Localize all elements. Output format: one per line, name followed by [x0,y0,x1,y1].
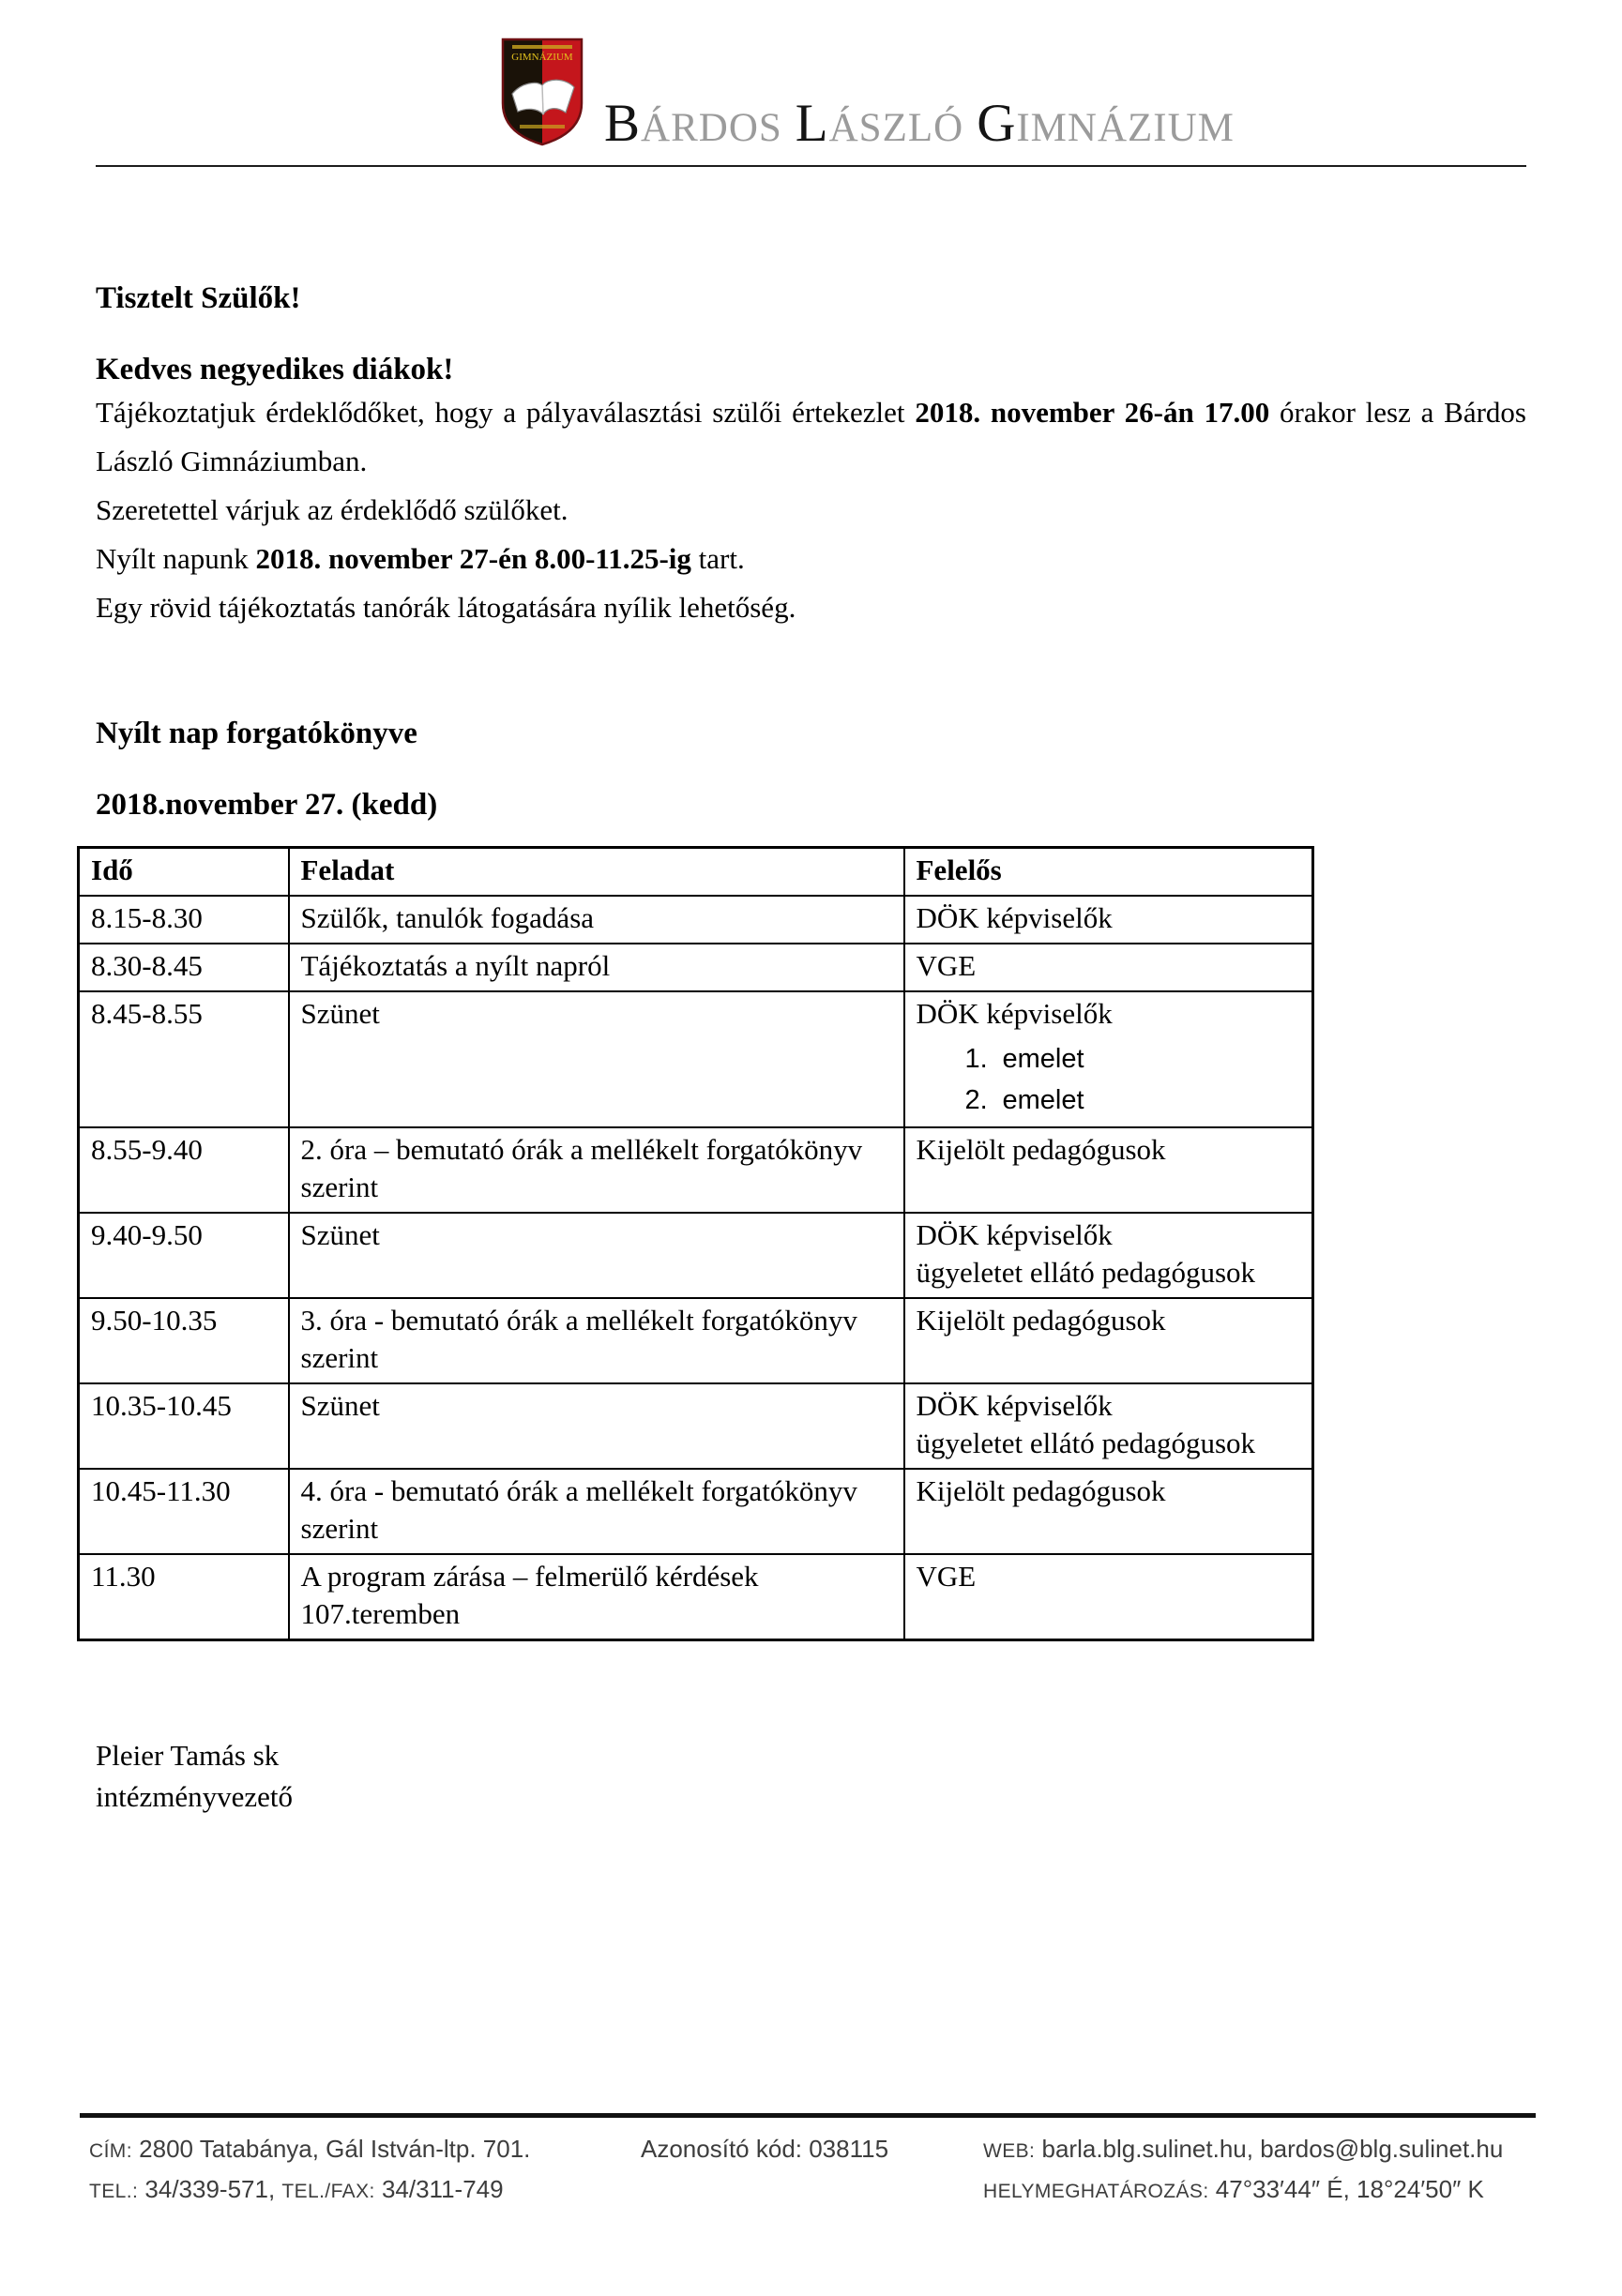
time-cell: 10.35-10.45 [79,1383,289,1469]
responsible-cell [904,1383,1313,1469]
school-name-title [604,94,1235,153]
meeting-date-bold: 2018. november 26-án 17.00 [915,396,1270,429]
list-number: 2. [964,1085,988,1115]
footer-phone-line [89,2170,530,2211]
paragraph-text: Tájékoztatjuk érdeklődőket, hogy a pályaválasztási szülői értekezlet [96,396,916,429]
letterhead [96,0,1526,167]
school-crest-logo [499,36,585,148]
school-id-code: Azonosító kód: 038115 [641,2135,889,2163]
salutation-parents: Tisztelt Szülők! [96,281,301,315]
signer-role: intézményvezető [96,1780,294,1813]
task-cell: Szünet [289,991,904,1127]
task-cell: Szülők, tanulók fogadása [289,896,904,944]
time-cell: 8.55-9.40 [79,1127,289,1213]
tel-label: TEL.: [89,2181,139,2202]
task-cell: A program zárása – felmerülő kérdések 107.teremben [289,1554,904,1640]
geo-label: HELYMEGHATÁROZÁS: [983,2181,1209,2202]
responsible-text: DÖK képviselők [916,1389,1113,1422]
responsible-cell: Kijelölt pedagógusok [904,1469,1313,1554]
responsible-text: ügyeletet ellátó pedagógusok [916,1427,1256,1459]
time-cell: 9.40-9.50 [79,1213,289,1298]
task-cell: 3. óra - bemutató órák a mellékelt forgatókönyv szerint [289,1298,904,1383]
paragraph-text: tart. [690,542,745,575]
paragraph-visit-info: Egy rövid tájékoztatás tanórák látogatására nyílik lehetőség. [96,591,796,624]
responsible-text: DÖK képviselők [916,997,1113,1030]
paragraph-meeting-info [96,388,1526,486]
time-cell: 11.30 [79,1554,289,1640]
table-row [79,1213,1313,1298]
time-cell: 10.45-11.30 [79,1469,289,1554]
tel-value: 34/339-571, [138,2175,282,2203]
table-row [79,1554,1313,1640]
task-cell: Szünet [289,1383,904,1469]
responsible-cell: VGE [904,1554,1313,1640]
responsible-cell: Kijelölt pedagógusok [904,1127,1313,1213]
responsible-cell [904,991,1313,1127]
task-cell: 4. óra - bemutató órák a mellékelt forgatókönyv szerint [289,1469,904,1554]
task-cell: 2. óra – bemutató órák a mellékelt forgatókönyv szerint [289,1127,904,1213]
footer-geo-line [983,2170,1503,2211]
fax-value: 34/311-749 [374,2175,504,2203]
table-row [79,1298,1313,1383]
task-cell: Szünet [289,1213,904,1298]
fax-label: TEL./FAX: [281,2181,375,2202]
title-text: ÁRDOS [641,106,782,150]
letter-body [91,279,1526,1818]
section-title: Nyílt nap forgatókönyve [96,717,417,750]
floor-list-item [965,1080,1301,1121]
time-cell: 8.30-8.45 [79,944,289,991]
floor-list [965,1038,1301,1121]
open-day-schedule-table [77,846,1314,1641]
title-initial: L [795,94,829,153]
table-row [79,896,1313,944]
signer-name: Pleier Tamás sk [96,1739,280,1772]
paragraph-open-day [96,535,1526,583]
responsible-cell: Kijelölt pedagógusok [904,1298,1313,1383]
signature-block [96,1735,1526,1818]
time-cell: 8.45-8.55 [79,991,289,1127]
list-label: emelet [1002,1044,1084,1074]
title-initial: B [604,94,642,153]
list-number: 1. [964,1044,988,1074]
open-day-date-bold: 2018. november 27-én 8.00-11.25-ig [255,542,691,575]
crest-text: GIMNÁZIUM [511,52,573,63]
table-row [79,1127,1313,1213]
time-cell: 9.50-10.35 [79,1298,289,1383]
responsible-cell: VGE [904,944,1313,991]
responsible-text: DÖK képviselők [916,1218,1113,1251]
footer-address-block [89,2130,530,2211]
footer [0,2130,1622,2224]
footer-address-line [89,2130,530,2170]
time-cell: 8.15-8.30 [79,896,289,944]
table-row [79,1383,1313,1469]
paragraph-text: Nyílt napunk [96,542,256,575]
responsible-text: ügyeletet ellátó pedagógusok [916,1256,1256,1289]
table-row [79,991,1313,1127]
footer-divider [80,2113,1536,2118]
title-initial: G [977,94,1017,153]
footer-id-block [641,2130,888,2168]
paragraph-text: órakor lesz a Bárdos László Gimnáziumban. [96,396,1526,477]
web-label: WEB: [983,2140,1036,2162]
address-label: CÍM: [89,2140,132,2162]
geo-value: 47°33′44″ É, 18°24′50″ K [1208,2175,1484,2203]
table-header-row [79,848,1313,897]
responsible-cell [904,1213,1313,1298]
floor-list-item [965,1038,1301,1080]
title-text: IMNÁZIUM [1016,106,1235,150]
list-label: emelet [1002,1085,1084,1115]
footer-web-line [983,2130,1503,2170]
column-header-responsible: Felelős [904,848,1313,897]
address-value: 2800 Tatabánya, Gál István-ltp. 701. [131,2135,531,2163]
web-value: barla.blg.sulinet.hu, bardos@blg.sulinet.hu [1035,2135,1504,2163]
table-row [79,1469,1313,1554]
responsible-cell: DÖK képviselők [904,896,1313,944]
task-cell: Tájékoztatás a nyílt napról [289,944,904,991]
column-header-task: Feladat [289,848,904,897]
column-header-time: Idő [79,848,289,897]
section-date: 2018.november 27. (kedd) [96,788,438,822]
salutation-students: Kedves negyedikes diákok! [96,353,454,386]
table-row [79,944,1313,991]
title-text: ÁSZLÓ [828,106,964,150]
footer-web-block [983,2130,1503,2211]
paragraph-welcome: Szeretettel várjuk az érdeklődő szülőket. [96,493,568,526]
